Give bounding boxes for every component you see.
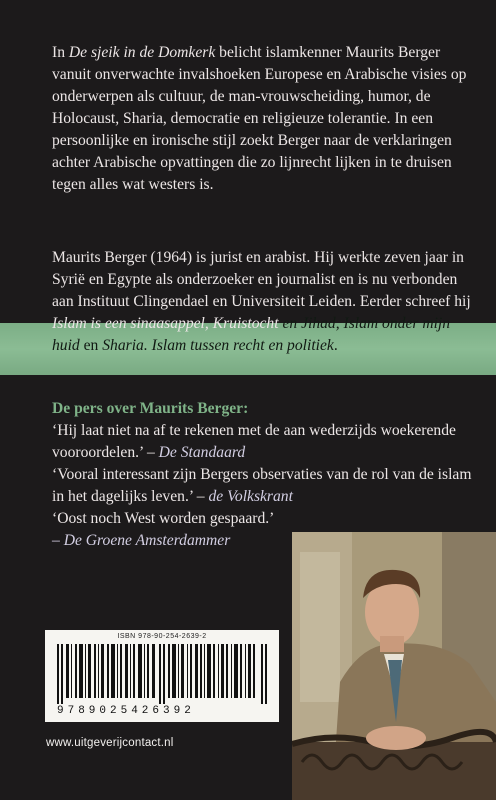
barcode-bars-icon — [57, 644, 269, 704]
quote-3: ‘Oost noch West worden gespaard.’ – De Groene Amsterdammer — [52, 510, 275, 549]
bio-text: Maurits Berger (1964) is jurist en arabist. Hij werkte zeven jaar in Syrië en Egypte als onderzoeker en journalist en is nu verbonden aan Instituut Clingendael en Universiteit Leiden. Eerder schreef hij — [52, 249, 471, 310]
quote-3-source: – De Groene Amsterdammer — [52, 532, 231, 549]
description-body: belicht islamkenner Maurits Berger vanuit onverwachte invalshoeken Europese en Arabische visies op onderwerpen als cultuur, de man-vrouwscheiding, humor, de Holocaust, Sharia, democratie en religieuze tolerantie. In een persoonlijke en ironische stijl zoekt Berger naar de verklaringen achter Arabische opvattingen die zo lijnrecht lijken in te druisen tegen alles wat westers is. — [52, 44, 467, 193]
previous-work-2: Sharia. Islam tussen — [102, 337, 230, 354]
publisher-url[interactable]: www.uitgeverijcontact.nl — [46, 737, 174, 749]
book-title: De sjeik in de Domkerk — [68, 44, 216, 61]
bio-conjunction: en — [79, 337, 103, 354]
quote-2: ‘Vooral interessant zijn Bergers observaties van de rol van de islam in het dagelijks leven.’ – de Volkskrant — [52, 466, 472, 505]
barcode — [45, 630, 279, 722]
description-prefix: In — [52, 44, 69, 61]
quote-2-source: de Volkskrant — [208, 488, 293, 505]
author-photo — [292, 532, 496, 800]
previous-work-1: Islam is een sinaasappel, Kruistocht — [52, 315, 279, 332]
isbn-label: ISBN 978-90-254-2639-2 — [117, 633, 207, 640]
book-description — [52, 42, 472, 196]
author-portrait-icon — [292, 532, 496, 800]
quote-1-source: De Standaard — [158, 444, 246, 461]
previous-work-1-cont: en Jihad, Islam onder mijn huid — [52, 315, 451, 354]
press-heading: De pers over Maurits Berger: — [52, 400, 249, 417]
author-bio — [52, 247, 472, 357]
quote-1: ‘Hij laat niet na af te rekenen met de aan wederzijds woekerende vooroordelen.’ – De Standaard — [52, 422, 456, 461]
bio-end: . — [333, 337, 338, 354]
previous-work-2-cont: recht en politiek — [233, 337, 334, 354]
barcode-number: 9789025426392 — [57, 705, 195, 717]
